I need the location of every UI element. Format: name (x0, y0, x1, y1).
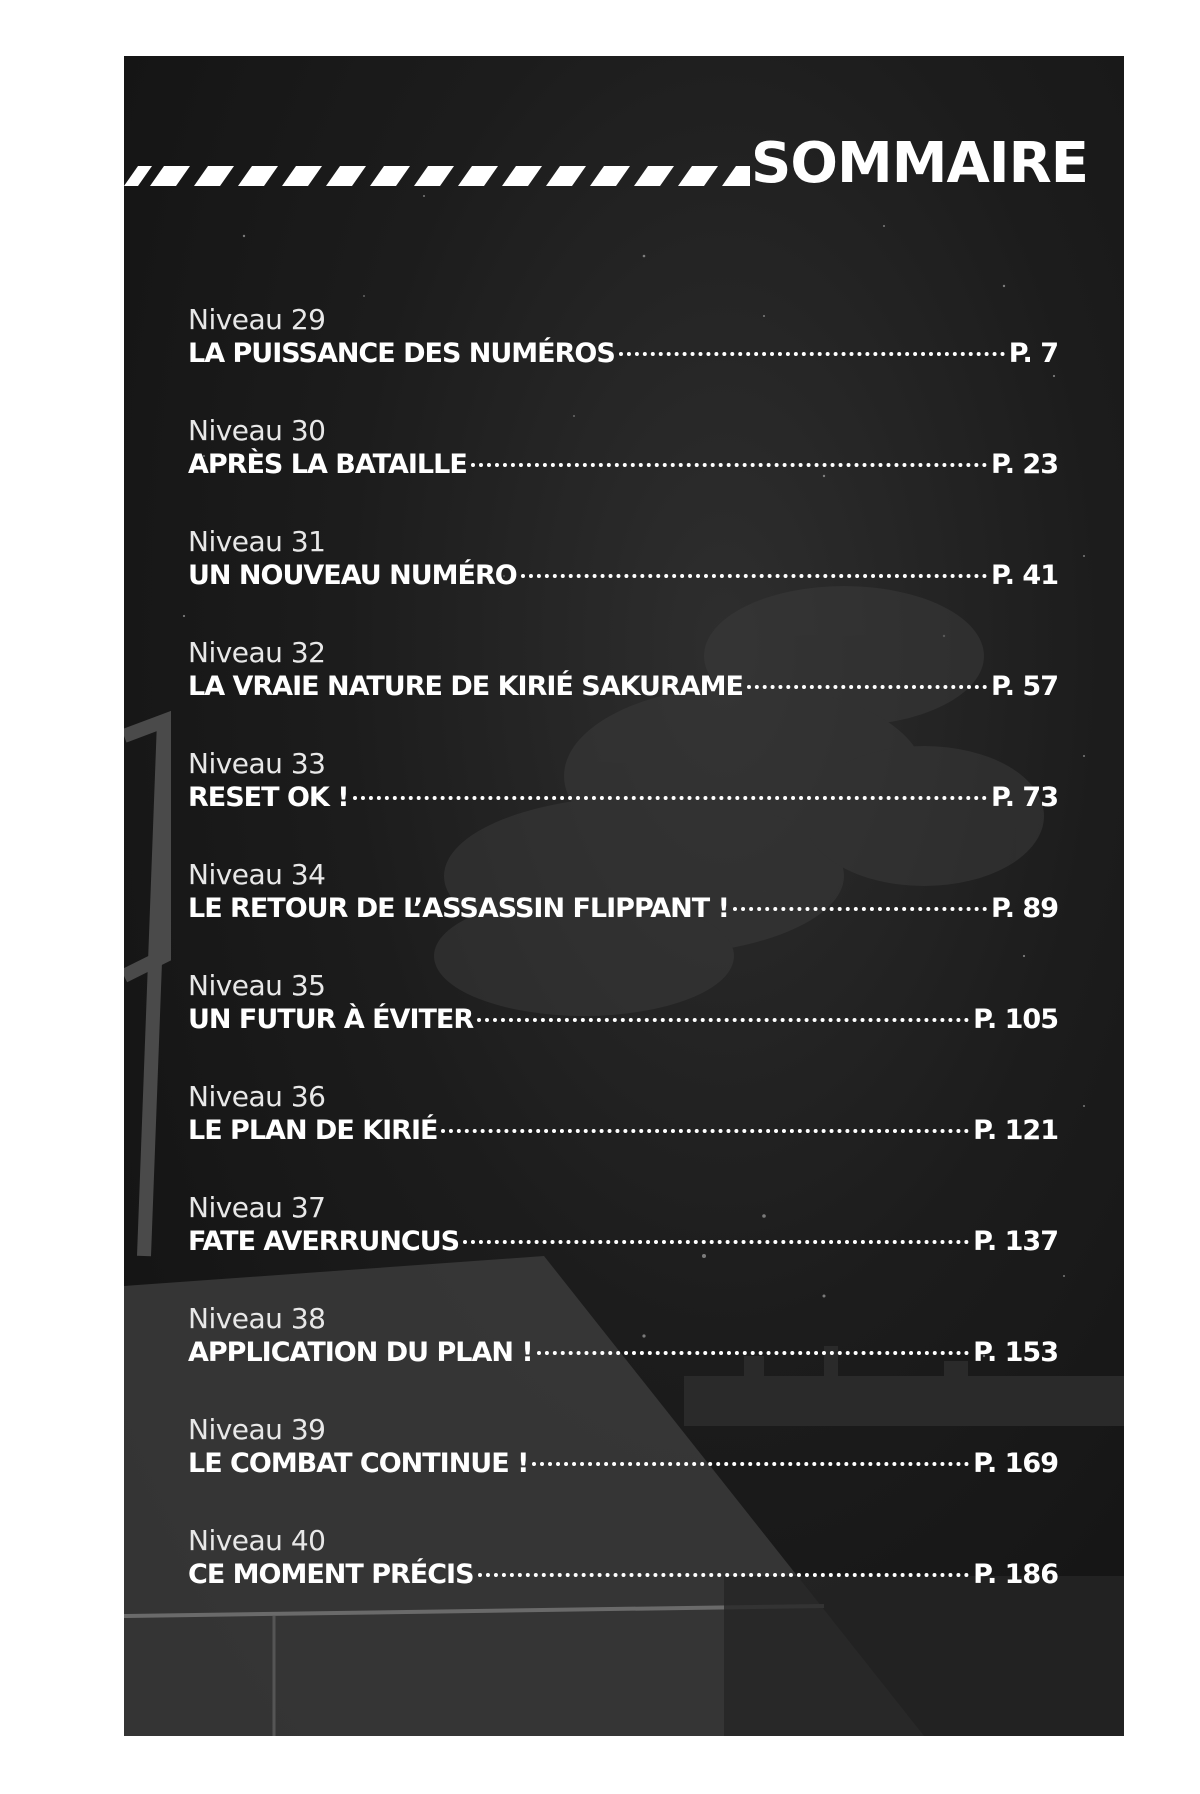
level-label: Niveau 35 (188, 969, 326, 1002)
page-number: P. 73 (990, 782, 1058, 813)
chapter-row (188, 560, 1058, 604)
toc-entry (188, 302, 1058, 413)
toc-entry (188, 857, 1058, 968)
chapter-row (188, 1559, 1058, 1603)
chapter-row (188, 338, 1058, 382)
toc-entry (188, 1190, 1058, 1301)
page-number: P. 169 (973, 1448, 1058, 1479)
page-number: P. 89 (990, 893, 1058, 924)
dot-leader (471, 463, 987, 467)
chapter-row (188, 893, 1058, 937)
chapter-title: LA PUISSANCE DES NUMÉROS (188, 338, 615, 369)
chapter-title: FATE AVERRUNCUS (188, 1226, 460, 1257)
chapter-title: APPLICATION DU PLAN ! (188, 1337, 533, 1368)
page-number: P. 121 (973, 1115, 1058, 1146)
chapter-title: LE RETOUR DE L’ASSASSIN FLIPPANT ! (188, 893, 729, 924)
page-number: P. 23 (990, 449, 1058, 480)
toc-entry (188, 1079, 1058, 1190)
level-label: Niveau 32 (188, 636, 326, 669)
level-label: Niveau 37 (188, 1191, 326, 1224)
chapter-title: LA VRAIE NATURE DE KIRIÉ SAKURAME (188, 671, 743, 702)
chapter-row (188, 449, 1058, 493)
chapter-row (188, 1448, 1058, 1492)
toc-entry (188, 635, 1058, 746)
page-number: P. 186 (973, 1559, 1058, 1590)
chapter-title: LE COMBAT CONTINUE ! (188, 1448, 529, 1479)
dot-leader (733, 907, 987, 911)
page-number: P. 105 (973, 1004, 1058, 1035)
chapter-row (188, 1115, 1058, 1159)
striped-tape-decoration (124, 166, 764, 186)
level-label: Niveau 39 (188, 1413, 326, 1446)
chapter-title: RESET OK ! (188, 782, 349, 813)
dot-leader (353, 796, 987, 800)
toc-entry (188, 746, 1058, 857)
dot-leader (532, 1462, 969, 1466)
page-number: P. 7 (1008, 338, 1058, 369)
page-number: P. 41 (990, 560, 1058, 591)
level-label: Niveau 33 (188, 747, 326, 780)
chapter-title: LE PLAN DE KIRIÉ (188, 1115, 438, 1146)
level-label: Niveau 36 (188, 1080, 326, 1113)
toc-entry (188, 1412, 1058, 1523)
level-label: Niveau 31 (188, 525, 326, 558)
chapter-row (188, 671, 1058, 715)
page-number: P. 153 (973, 1337, 1058, 1368)
dot-leader (441, 1129, 969, 1133)
dot-leader (747, 685, 987, 689)
toc-page (124, 56, 1124, 1736)
toc-entry (188, 524, 1058, 635)
chapter-row (188, 782, 1058, 826)
page-title: SOMMAIRE (751, 131, 1088, 196)
dot-leader (477, 1018, 969, 1022)
dot-leader (478, 1573, 970, 1577)
chapter-row (188, 1004, 1058, 1048)
dot-leader (537, 1351, 969, 1355)
dot-leader (619, 352, 1005, 356)
page-number: P. 57 (990, 671, 1058, 702)
chapter-row (188, 1337, 1058, 1381)
level-label: Niveau 38 (188, 1302, 326, 1335)
chapter-title: UN NOUVEAU NUMÉRO (188, 560, 517, 591)
chapter-row (188, 1226, 1058, 1270)
header (124, 96, 1124, 196)
page-number: P. 137 (973, 1226, 1058, 1257)
dot-leader (463, 1240, 969, 1244)
level-label: Niveau 30 (188, 414, 326, 447)
chapter-title: CE MOMENT PRÉCIS (188, 1559, 474, 1590)
level-label: Niveau 40 (188, 1524, 326, 1557)
chapter-title: APRÈS LA BATAILLE (188, 449, 467, 480)
toc-entry (188, 1523, 1058, 1634)
level-label: Niveau 34 (188, 858, 326, 891)
chapter-title: UN FUTUR À ÉVITER (188, 1004, 474, 1035)
table-of-contents (188, 302, 1058, 1634)
toc-entry (188, 968, 1058, 1079)
toc-entry (188, 1301, 1058, 1412)
toc-entry (188, 413, 1058, 524)
dot-leader (521, 574, 987, 578)
level-label: Niveau 29 (188, 303, 326, 336)
